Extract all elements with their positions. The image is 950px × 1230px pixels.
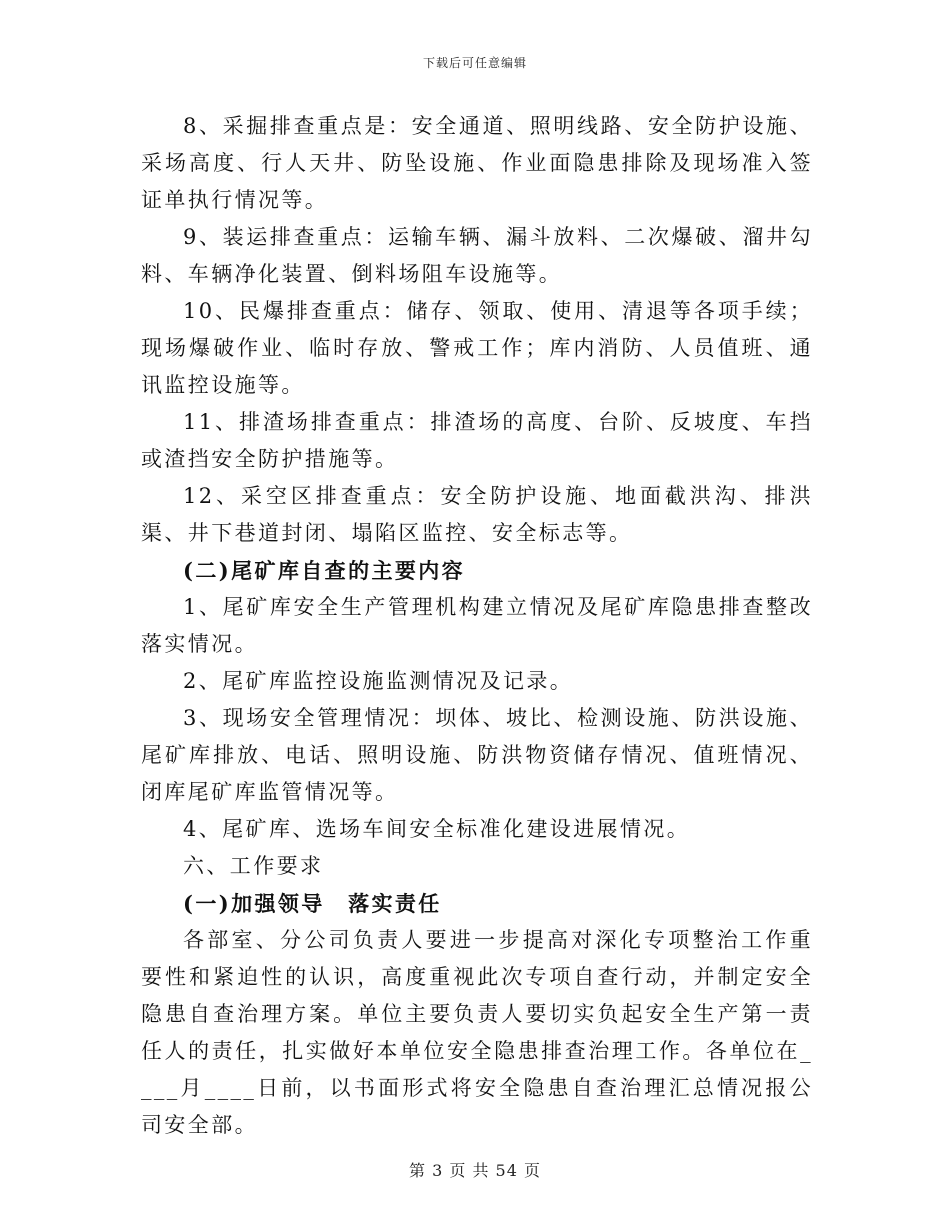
paragraph-tailings-2: 2、尾矿库监控设施监测情况及记录。 <box>183 669 574 693</box>
paragraph-tailings-4: 4、尾矿库、选场车间安全标准化建设进展情况。 <box>183 817 691 841</box>
paragraph-item-12: 12、采空区排查重点：安全防护设施、地面截洪沟、排洪渠、井下巷道封闭、塌陷区监控、安全标志等。 <box>141 484 813 545</box>
paragraph-tailings-3: 3、现场安全管理情况：坝体、坡比、检测设施、防洪设施、尾矿库排放、电话、照明设施、防洪物资储存情况、值班情况、闭库尾矿库监管情况等。 <box>141 706 813 804</box>
section-heading-tailings: (二)尾矿库自查的主要内容 <box>183 558 466 583</box>
section-heading-work-requirements: 六、工作要求 <box>183 854 324 878</box>
subsection-heading-leadership: (一)加强领导 落实责任 <box>183 891 442 916</box>
paragraph-item-9: 9、装运排查重点：运输车辆、漏斗放料、二次爆破、溜井勾料、车辆净化装置、倒料场阻车设施等。 <box>141 225 813 286</box>
paragraph-leadership: 各部室、分公司负责人要进一步提高对深化专项整治工作重要性和紧迫性的认识，高度重视此次专项自查行动，并制定安全隐患自查治理方案。单位主要负责人要切实负起安全生产第一责任人的责任，扎实做好本单位安全隐患排查治理工作。各单位在____月____日前，以书面形式将安全隐患自查治理汇总情况报公司安全部。 <box>141 928 813 1137</box>
paragraph-item-11: 11、排渣场排查重点：排渣场的高度、台阶、反坡度、车挡或渣挡安全防护措施等。 <box>141 410 813 471</box>
document-body <box>141 108 813 1144</box>
page-header: 下载后可任意编辑 <box>422 56 527 70</box>
paragraph-tailings-1: 1、尾矿库安全生产管理机构建立情况及尾矿库隐患排查整改落实情况。 <box>141 595 813 656</box>
page-number: 第 3 页 共 54 页 <box>409 1161 541 1180</box>
paragraph-item-8: 8、采掘排查重点是：安全通道、照明线路、安全防护设施、采场高度、行人天井、防坠设施、作业面隐患排除及现场准入签证单执行情况等。 <box>141 114 813 212</box>
paragraph-item-10: 10、民爆排查重点：储存、领取、使用、清退等各项手续；现场爆破作业、临时存放、警戒工作；库内消防、人员值班、通讯监控设施等。 <box>141 299 813 397</box>
